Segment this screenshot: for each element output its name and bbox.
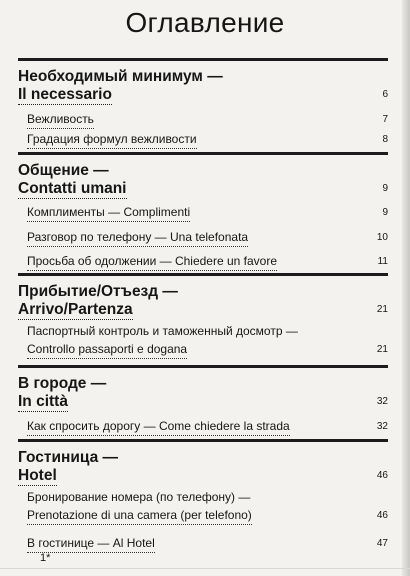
toc-entry[interactable] <box>27 203 388 222</box>
section-heading-ru: Прибытие/Отъезд — <box>18 283 178 300</box>
toc-section <box>18 58 388 105</box>
page-title: Оглавление <box>125 7 285 38</box>
entry-text: Вежливость <box>27 110 94 129</box>
entry-text-it: Prenotazione di una camera (per telefono) <box>27 506 252 525</box>
section-rule <box>18 58 388 61</box>
toc-entry[interactable] <box>27 322 388 359</box>
section-rule <box>18 365 388 368</box>
toc-section <box>18 273 388 320</box>
page-number: 10 <box>376 232 388 243</box>
page-number: 11 <box>377 256 388 267</box>
section-heading-it: In città <box>18 393 68 410</box>
section-heading[interactable] <box>18 283 388 320</box>
toc-section <box>18 365 388 412</box>
page-number: 32 <box>376 421 388 432</box>
section-heading-it: Arrivo/Partenza <box>18 301 133 318</box>
toc-entry[interactable] <box>27 417 388 436</box>
page-number: 21 <box>376 304 388 315</box>
entry-text: Просьба об одолжении — Chiedere un favore <box>27 252 277 271</box>
toc-entry[interactable] <box>27 228 388 247</box>
section-heading-it: Contatti umani <box>18 180 127 197</box>
section-heading-it: Hotel <box>18 467 57 484</box>
section-heading-ru: Гостиница — <box>18 449 119 466</box>
section-heading[interactable] <box>18 375 388 412</box>
section-rule <box>18 273 388 276</box>
page-number: 9 <box>382 207 388 218</box>
page-number: 21 <box>376 344 388 355</box>
toc-section <box>18 152 388 199</box>
page-number: 8 <box>382 134 388 145</box>
toc-section <box>18 439 388 486</box>
signature-mark: 1* <box>40 552 51 564</box>
section-rule <box>18 152 388 155</box>
page-number: 6 <box>382 89 388 100</box>
page-number: 47 <box>376 538 388 549</box>
section-heading[interactable] <box>18 449 388 486</box>
toc-entry[interactable] <box>27 130 388 149</box>
section-heading-ru: Необходимый минимум — <box>18 68 223 85</box>
toc-entry[interactable] <box>27 488 388 525</box>
entry-text: Разговор по телефону — Una telefonata <box>27 228 248 247</box>
toc-entry[interactable] <box>27 252 388 271</box>
entry-text-ru: Паспортный контроль и таможенный досмотр — <box>27 324 298 338</box>
entry-text: Комплименты — Complimenti <box>27 203 190 222</box>
section-heading[interactable] <box>18 68 388 105</box>
section-heading[interactable] <box>18 162 388 199</box>
page-number: 46 <box>376 510 388 521</box>
page-number: 9 <box>382 183 388 194</box>
entry-text: Градация формул вежливости <box>27 130 197 149</box>
section-rule <box>18 439 388 442</box>
entry-text-ru: Бронирование номера (по телефону) — <box>27 490 251 504</box>
toc-entry[interactable] <box>27 534 388 553</box>
section-heading-ru: В городе — <box>18 375 107 392</box>
page-number: 7 <box>382 114 388 125</box>
footer-rule <box>0 568 410 569</box>
entry-text-it: Controllo passaporti e dogana <box>27 340 187 359</box>
toc-entry[interactable] <box>27 110 388 129</box>
page-number: 32 <box>376 396 388 407</box>
page-number: 46 <box>376 470 388 481</box>
entry-text: Как спросить дорогу — Come chiedere la strada <box>27 417 290 436</box>
entry-text: В гостинице — Al Hotel <box>27 534 155 553</box>
section-heading-ru: Общение — <box>18 162 109 179</box>
section-heading-it: Il necessario <box>18 86 112 103</box>
